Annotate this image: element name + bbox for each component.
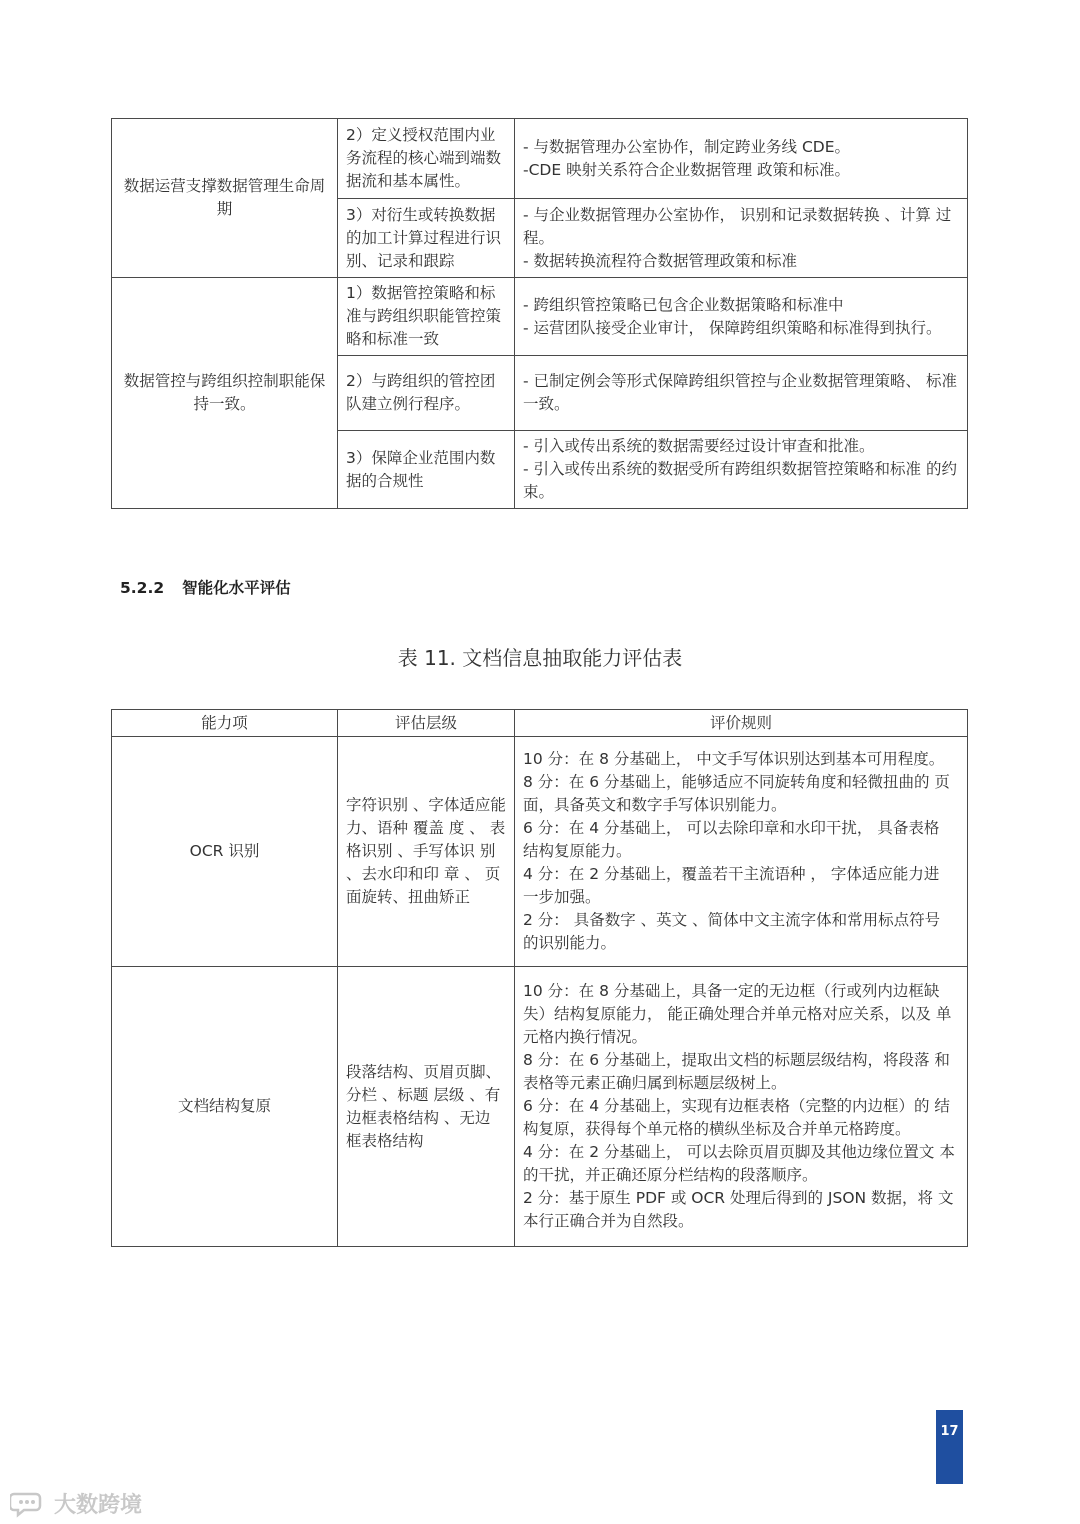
rule-line: 6 分：在 4 分基础上，实现有边框表格（完整的内边框）的 结构复原，获得每个单元格的横纵坐标及合并单元格跨度。: [523, 1097, 950, 1138]
rule-line: - 运营团队接受企业审计， 保障跨组织策略和标准得到执行。: [523, 318, 942, 337]
rule-line: 2 分： 具备数字 、英文 、简体中文主流字体和常用标点符号 的识别能力。: [523, 911, 941, 952]
rule-line: 6 分：在 4 分基础上， 可以去除印章和水印干扰， 具备表格 结构复原能力。: [523, 819, 940, 860]
rule-line: - 与企业数据管理办公室协作， 识别和记录数据转换 、计算 过程。: [523, 205, 952, 247]
rules-cell: [515, 431, 968, 509]
table-caption: 表 11. 文档信息抽取能力评估表: [397, 646, 683, 670]
level-cell: 字符识别 、字体适应能力、语种 覆盖 度 、 表格识别 、手写体识 别 、去水印和印 章 、 页面旋转、扭曲矫正: [338, 737, 515, 967]
level-cell: 2）与跨组织的管控团 队建立例行程序。: [338, 356, 515, 431]
category-cell: 数据运营支撑数据管理生命周期: [112, 119, 338, 278]
rules-cell: [515, 967, 968, 1247]
chat-bubble-logo-icon: [10, 1490, 50, 1518]
data-management-table: [111, 118, 968, 509]
section-number: 5.2.2: [120, 579, 165, 597]
rule-line: - 引入或传出系统的数据需要经过设计审查和批准。: [523, 437, 875, 455]
rule-line: 8 分：在 6 分基础上，能够适应不同旋转角度和轻微扭曲的 页面，具备英文和数字手写体识别能力。: [523, 773, 950, 814]
rules-cell: [515, 199, 968, 278]
rules-cell: [515, 356, 968, 431]
rule-line: 4 分：在 2 分基础上，覆盖若干主流语种 ， 字体适应能力进 一步加强。: [523, 865, 940, 906]
level-cell: 2）定义授权范围内业务流程的核心端到端数据流和基本属性。: [338, 119, 515, 199]
rules-cell: [515, 278, 968, 356]
watermark: [10, 1488, 142, 1519]
category-cell: 数据管控与跨组织控制职能保持一致。: [112, 278, 338, 509]
capability-cell: 文档结构复原: [112, 967, 338, 1247]
evaluation-table: [111, 709, 968, 1247]
watermark-text: 大数跨境: [54, 1493, 143, 1518]
level-cell: 3）对衍生或转换数据的加工计算过程进行识别、记录和跟踪: [338, 199, 515, 278]
rules-cell: [515, 119, 968, 199]
table-row: [112, 737, 968, 967]
level-cell: 3）保障企业范围内数 据的合规性: [338, 431, 515, 509]
rules-cell: [515, 737, 968, 967]
section-heading: [120, 576, 291, 598]
column-header: 评估层级: [338, 710, 515, 737]
rule-line: - 已制定例会等形式保障跨组织管控与企业数据管理策略、 标准一致。: [523, 372, 957, 413]
rule-line: 4 分：在 2 分基础上， 可以去除页眉页脚及其他边缘位置文 本的干扰，并正确还原分栏结构的段落顺序。: [523, 1143, 955, 1184]
table-row: [112, 119, 968, 199]
rule-line: - 引入或传出系统的数据受所有跨组织数据管控策略和标准 的约束。: [523, 460, 957, 501]
rule-line: - 数据转换流程符合数据管理政策和标准: [523, 251, 798, 270]
table-row: [112, 967, 968, 1247]
table-header-row: [112, 710, 968, 737]
rule-line: - 跨组织管控策略已包含企业数据策略和标准中: [523, 295, 844, 314]
rule-line: 10 分：在 8 分基础上， 中文手写体识别达到基本可用程度。: [523, 750, 945, 768]
rule-line: - 与数据管理办公室协作，制定跨业务线 CDE。: [523, 137, 850, 156]
page-number: 17: [936, 1410, 963, 1484]
rule-line: 10 分：在 8 分基础上，具备一定的无边框（行或列内边框缺 失）结构复原能力， 能正确处理合并单元格对应关系，以及 单元格内换行情况。: [523, 982, 952, 1046]
level-cell: 1）数据管控策略和标准与跨组织职能管控策略和标准一致: [338, 278, 515, 356]
column-header: 评价规则: [515, 710, 968, 737]
table-row: [112, 278, 968, 356]
rule-line: 8 分：在 6 分基础上，提取出文档的标题层级结构，将段落 和表格等元素正确归属到标题层级树上。: [523, 1051, 950, 1092]
section-title: 智能化水平评估: [182, 579, 291, 597]
capability-cell: OCR 识别: [112, 737, 338, 967]
rule-line: -CDE 映射关系符合企业数据管理 政策和标准。: [523, 160, 850, 179]
level-cell: 段落结构、页眉页脚、分栏 、标题 层级 、有 边框表格结构 、无边 框表格结构: [338, 967, 515, 1247]
column-header: 能力项: [112, 710, 338, 737]
rule-line: 2 分：基于原生 PDF 或 OCR 处理后得到的 JSON 数据，将 文本行正确合并为自然段。: [523, 1189, 954, 1230]
